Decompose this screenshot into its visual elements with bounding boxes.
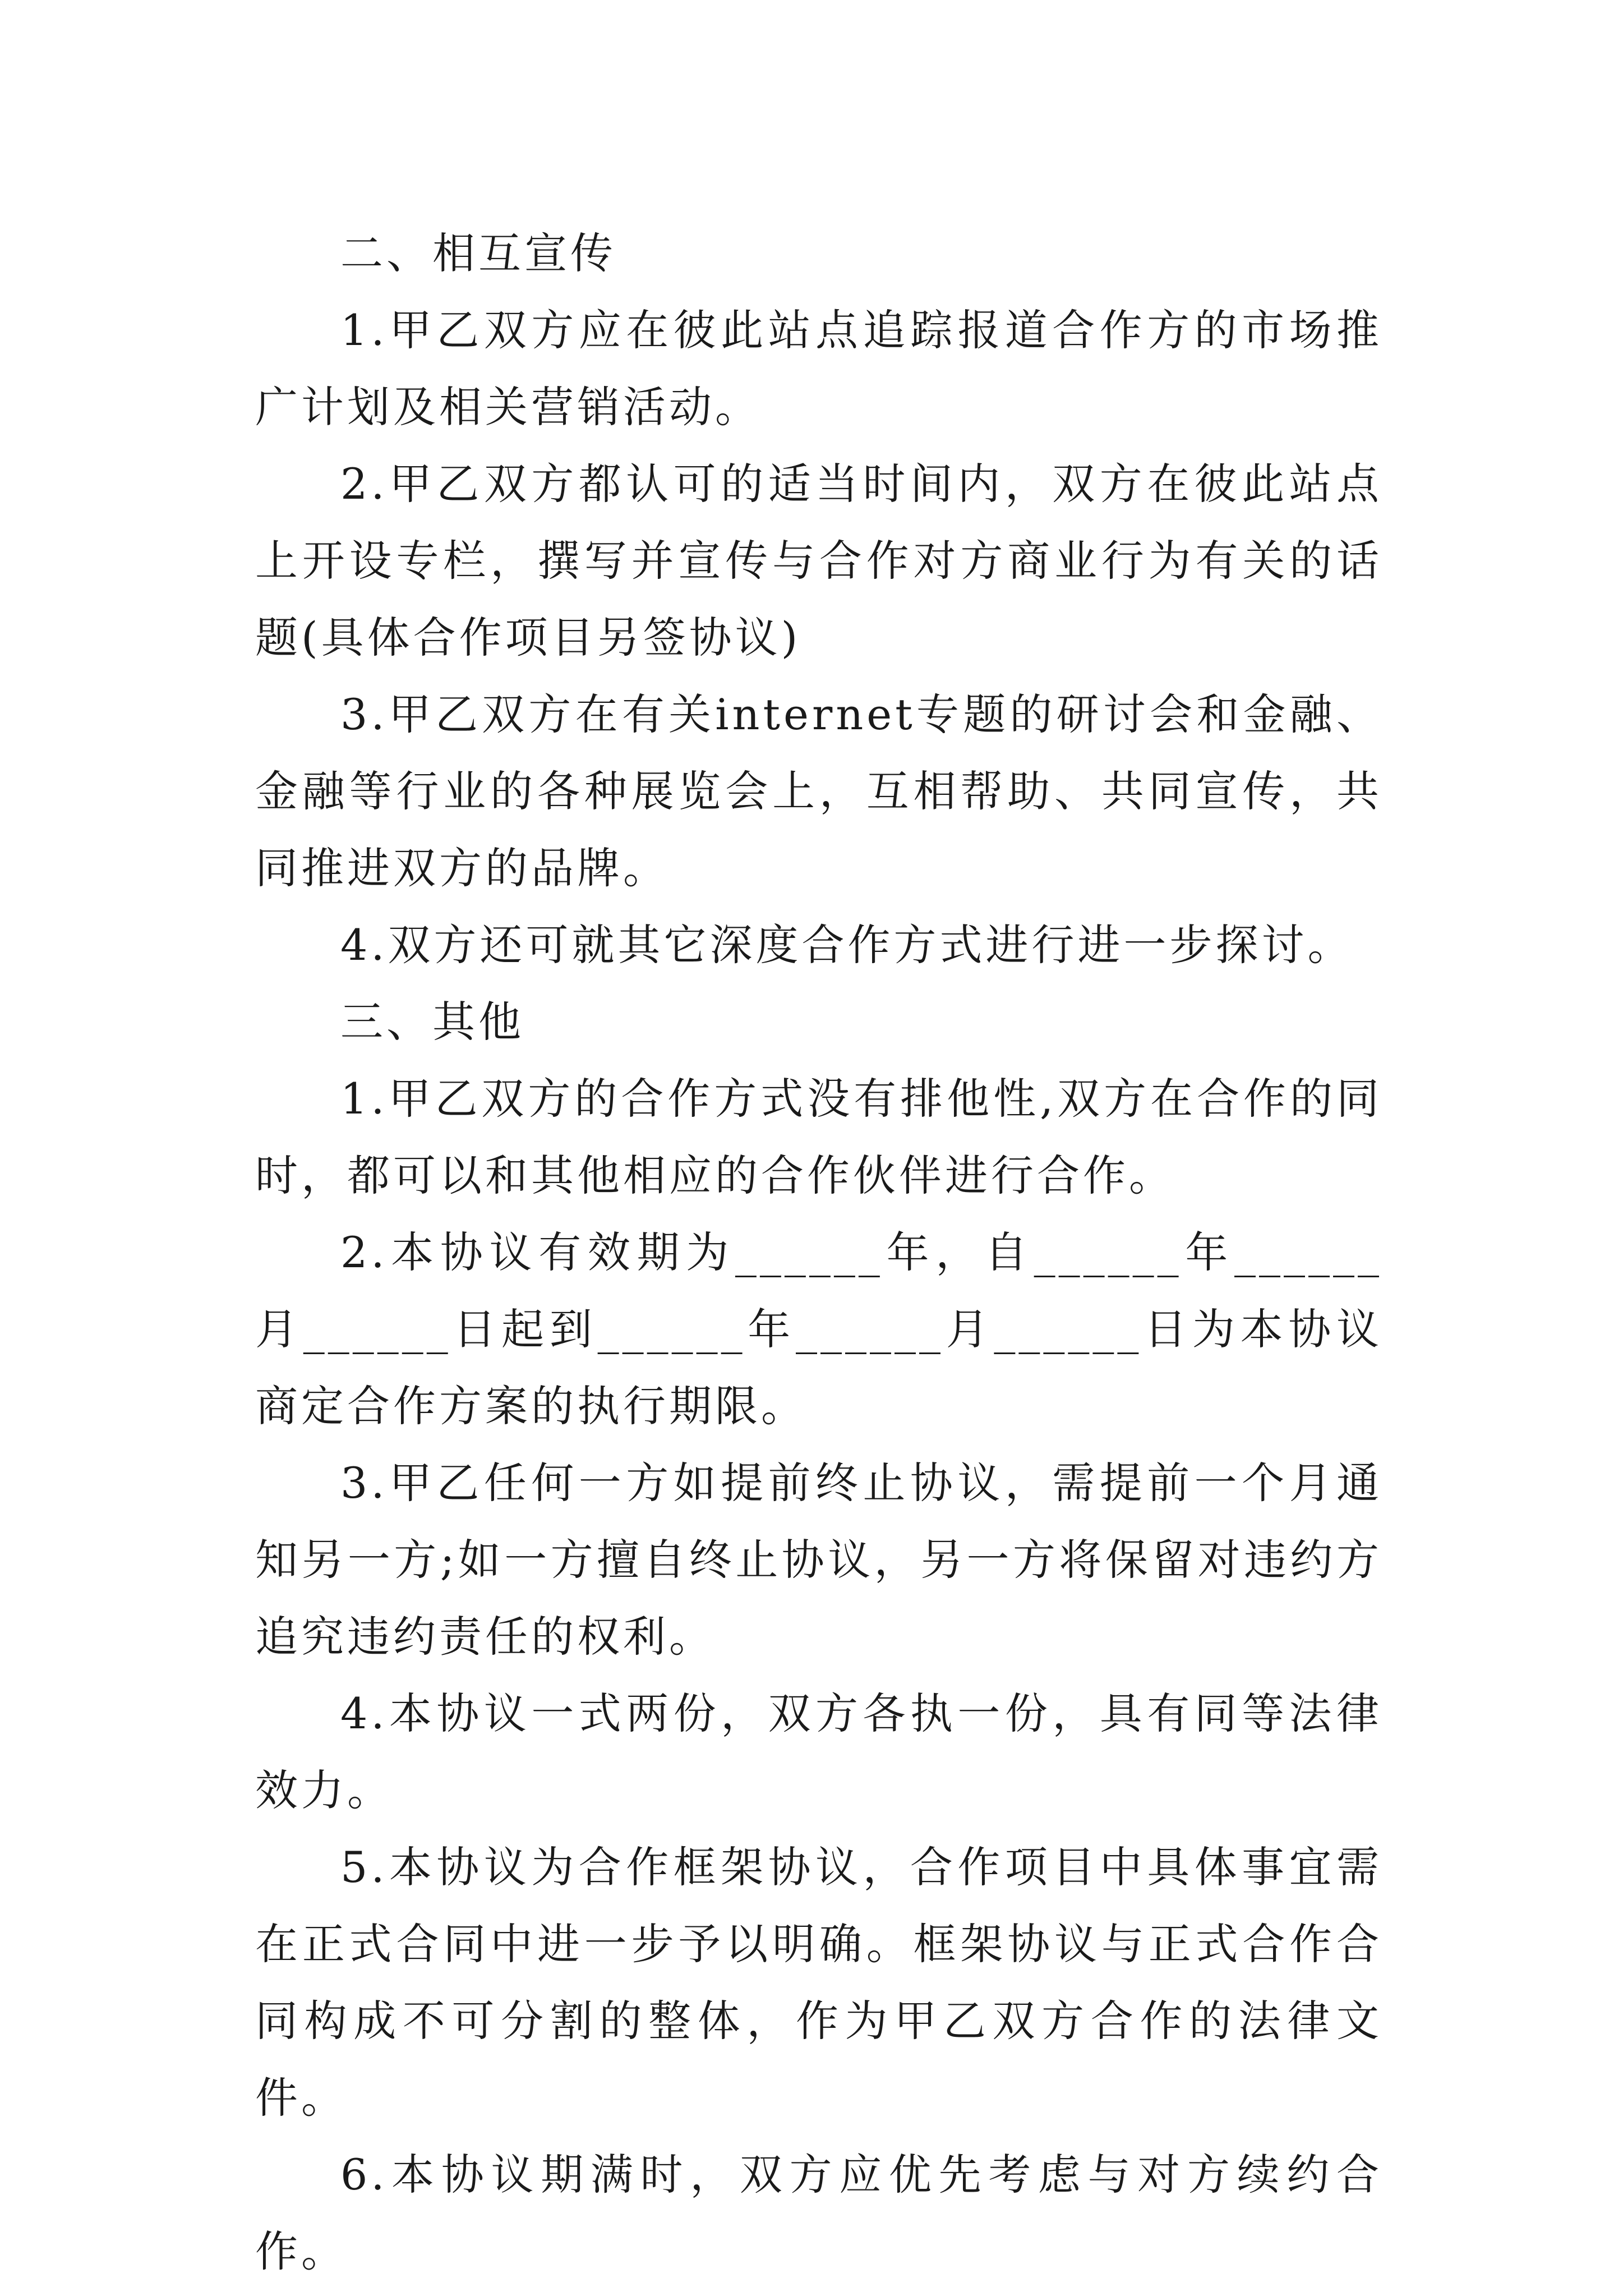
section-heading-mutual-promotion: 二、相互宣传 <box>340 228 616 278</box>
clause-3-4: 4.本协议一式两份，双方各执一份，具有同等法律效力。 <box>255 1688 1382 1815</box>
section-heading-other: 三、其他 <box>340 997 524 1047</box>
clause-3-5: 5.本协议为合作框架协议，合作项目中具体事宜需在正式合同中进一步予以明确。框架协议与正式合作合同构成不可分割的整体，作为甲乙双方合作的法律文件。 <box>255 1842 1382 2123</box>
clause-3-3: 3.甲乙任何一方如提前终止协议，需提前一个月通知另一方;如一方擅自终止协议，另一方将保留对违约方追究违约责任的权利。 <box>255 1458 1382 1662</box>
clause-3-6: 6.本协议期满时，双方应优先考虑与对方续约合作。 <box>255 2150 1382 2276</box>
clause-2-3: 3.甲乙双方在有关internet专题的研讨会和金融、金融等行业的各种展览会上，互相帮助、共同宣传，共同推进双方的品牌。 <box>255 689 1382 893</box>
clause-3-2: 2.本协议有效期为______年，自______年______月______日起到______年______月______日为本协议商定合作方案的执行期限。 <box>255 1227 1382 1431</box>
clause-2-2: 2.甲乙双方都认可的适当时间内，双方在彼此站点上开设专栏，撰写并宣传与合作对方商业行为有关的话题(具体合作项目另签协议) <box>255 459 1382 662</box>
clause-2-4: 4.双方还可就其它深度合作方式进行进一步探讨。 <box>340 920 1354 970</box>
document-body <box>255 215 1382 2290</box>
clause-2-1: 1.甲乙双方应在彼此站点追踪报道合作方的市场推广计划及相关营销活动。 <box>255 305 1382 432</box>
clause-3-1: 1.甲乙双方的合作方式没有排他性,双方在合作的同时，都可以和其他相应的合作伙伴进行合作。 <box>255 1074 1382 1200</box>
